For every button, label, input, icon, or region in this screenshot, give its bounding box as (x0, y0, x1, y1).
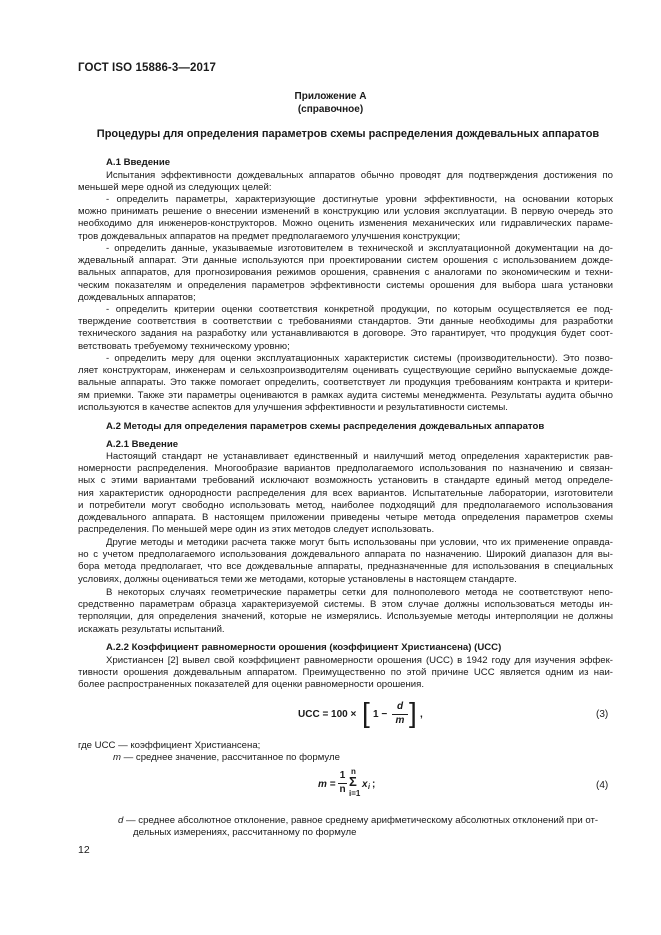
d-definition-text: — среднее абсолютное отклонение, равное среднему арифметическому абсолютных отклонений при от- (123, 815, 599, 826)
text-line: номерности распределения. Многообразие вариантов предполагаемого использования по назначению и связан- (78, 463, 613, 475)
left-bracket: [ (362, 697, 370, 728)
annex-label: Приложение А (294, 91, 367, 102)
fraction-denominator: m (395, 715, 405, 726)
text-line: Испытания эффективности дождевальных аппаратов обычно проводят для подтверждения достижения по (106, 170, 613, 181)
standard-header: ГОСТ ISO 15886-3—2017 (78, 62, 216, 74)
sum-lower-limit: i=1 (349, 789, 361, 798)
text-line: - определить параметры, характеризующие достигнутые уровни эффективности, на основании которых (106, 194, 613, 205)
text-line: дождевального аппарата. В настоящем приложении приведены четыре метода определения параметров схемы (78, 511, 613, 523)
a1-paragraph-4 (78, 304, 613, 353)
formula-tail: , (420, 709, 423, 720)
text-line: - определить данные, указываемые изготовителем в технической и эксплуатационной документации на до- (106, 243, 613, 254)
text-line: можно принимать решение о внесении изменений в конструкцию или условия эксплуатации. В первую очередь это (78, 206, 613, 218)
annex-title: Процедуры для определения параметров схемы распределения дождевальных аппаратов (96, 128, 600, 140)
annex-note: (справочное) (297, 104, 364, 115)
a1-paragraph-5 (78, 353, 613, 414)
fraction-denominator: n (339, 784, 346, 795)
formula-lhs: m = (318, 779, 336, 790)
equation-number-4: (4) (596, 780, 609, 791)
text-line: более распространенных показателей для оценки равномерности орошения. (78, 679, 424, 691)
text-line: тивности орошения дождевальным аппаратом. Преимущественно по этой причине UCC является одним из наи- (78, 667, 613, 679)
formula-tail: ; (372, 779, 376, 790)
a1-paragraph-1 (78, 170, 613, 194)
page-number: 12 (78, 844, 90, 856)
d-definition-continuation: дельных измерениях, рассчитанному по формуле (133, 827, 357, 838)
formula-lhs: UCC = 100 × (298, 709, 357, 720)
text-line: В некоторых случаях геометрические параметры сетки для полнополевого метода не соответствуют непо- (106, 587, 613, 598)
text-line: ветствовать требуемому техническому уровню; (78, 340, 290, 352)
symbol-m: m (113, 752, 121, 763)
text-line: вальные аппараты. Это также помогает определить, соответствует ли продукция требованиям контракта и критери- (78, 377, 613, 389)
text-line: условиях, должны оцениваться теми же методами, которые установлены в настоящем стандарте. (78, 573, 517, 585)
m-definition (113, 752, 340, 764)
text-line: технического задания на разработку или устанавливаются в договоре. Это гарантирует, что продукция будет соот- (78, 328, 613, 340)
text-line: терполяции, для определения значений, которые не измерялись. Используемые методы интерполяции не должны (78, 611, 613, 623)
section-a21-heading: А.2.1 Введение (106, 439, 179, 450)
equation-number-3: (3) (596, 709, 609, 720)
text-line: Настоящий стандарт не устанавливает единственный и наилучший метод определения характеристик рав- (106, 451, 613, 462)
section-a22-heading: А.2.2 Коэффициент равномерности орошения (коэффициент Христиансена) (UCC) (106, 642, 502, 653)
text-line: - определить меру для оценки эксплуатационных характеристик системы (производительности). Это позво- (106, 353, 613, 364)
text-line: ям приемки. Также эти параметры оцениваются в рамках аудита системы менеджмента. Результаты аудита обычно (78, 389, 613, 401)
sum-upper-limit: n (351, 767, 356, 776)
text-line: ческим показателям и определения параметров эффективности системы орошения для выбора шага установки (78, 279, 613, 291)
text-line: но с учетом предполагаемого использования дождевального аппарата по назначению. Широкий диапазон для вы- (78, 549, 613, 561)
a1-paragraph-3 (78, 243, 613, 304)
section-a2-heading: А.2 Методы для определения параметров схемы распределения дождевальных аппаратов (106, 421, 545, 432)
text-line: тверждение соответствия в соответствии с требованиями стандартов. Эти данные необходимы для разработки (78, 316, 613, 328)
term-x: x (362, 779, 368, 790)
text-line: ляет конструкторам, инженерам и сельхозпроизводителям оценивать существующие серийно выпускаемые дожде- (78, 365, 613, 377)
text-line: вальных аппаратов, для прогнозирования режимов орошения, сравнения с аналогами по экономическим и техни- (78, 267, 613, 279)
a21-paragraph-1 (78, 451, 613, 536)
d-definition (118, 815, 598, 827)
text-line: Христиансен [2] вывел свой коэффициент равномерности орошения (UCC) в 1942 году для изучения эффек- (106, 655, 613, 666)
text-line: Другие методы и методики расчета также могут быть использованы при условии, что их применение оправда- (106, 537, 613, 548)
text-line: искажать результаты испытаний. (78, 623, 225, 635)
text-line: дождевальных аппаратов; (78, 291, 196, 303)
text-line: ния характеристик однородности распределения для всех вариантов. Испытательные лаборатории, изготовители (78, 487, 613, 499)
text-line: - определить критерии оценки соответствия конкретной продукции, по которым осуществляется ее под- (106, 304, 613, 315)
where-ucc-definition: где UCC — коэффициент Христиансена; (78, 740, 261, 751)
text-line: бора метода предполагает, что все дождевальные аппараты, предназначенные для использования в специальных (78, 561, 613, 573)
a21-paragraph-2 (78, 537, 613, 586)
m-definition-text: — среднее значение, рассчитанное по формуле (121, 752, 340, 763)
text-line: и потребители могут свободно использовать метод, наиболее подходящий для предполагаемого использования (78, 499, 613, 511)
text-line: распределения. По меньшей мере один из этих методов следует использовать. (78, 524, 435, 536)
term-subscript: i (368, 784, 370, 791)
text-line: средственно параметрам образца характеризуемой системы. В этом случае должны использоваться методы ин- (78, 599, 613, 611)
text-line: тров дождевальных аппаратов на предмет предполагаемого улучшения конструкции; (78, 230, 461, 242)
a1-paragraph-2 (78, 194, 613, 243)
text-line: необходимо для инженеров-конструкторов. Можно оценить изменения механических или гидравлических параме- (78, 218, 613, 230)
a21-paragraph-3 (78, 587, 613, 636)
fraction-numerator: 1 (339, 770, 346, 781)
section-a1-heading: А.1 Введение (106, 157, 171, 168)
text-line: ных с этими вариантами требований исключают возможность установить в стандарте единый метод определе- (78, 475, 613, 487)
text-line: ждевальный аппарат. Эти данные используются при проектировании систем орошения с использованием дожде- (78, 255, 613, 267)
text-line: меньшей мере одной из следующих целей: (78, 182, 272, 194)
formula-one: 1 − (373, 709, 388, 720)
symbol-d: d (118, 815, 124, 826)
right-bracket: ] (409, 697, 417, 728)
fraction-numerator: d (396, 701, 404, 712)
a22-paragraph-1 (78, 655, 613, 692)
sum-sign: Σ (349, 774, 357, 789)
text-line: используются в качестве аспектов для улучшения эффективности и результативности системы. (78, 401, 508, 413)
